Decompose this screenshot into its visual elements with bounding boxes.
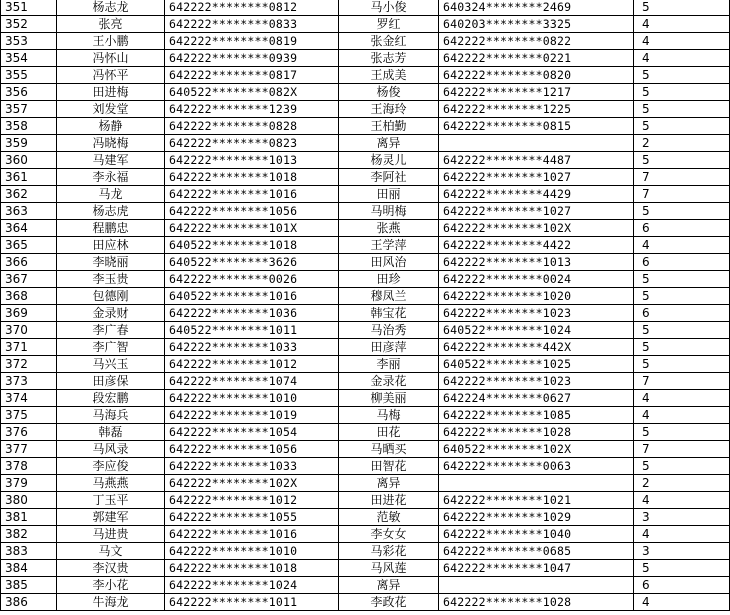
table-row xyxy=(1,560,730,577)
spouse-name-cell: 杨俊 xyxy=(339,84,439,101)
row-number-cell: 378 xyxy=(1,458,57,475)
householder-name-cell: 田彦保 xyxy=(57,373,165,390)
member-count-cell: 2 xyxy=(634,475,730,492)
table-row xyxy=(1,67,730,84)
householder-name-cell: 马龙 xyxy=(57,186,165,203)
householder-id-cell: 642222********101X xyxy=(165,220,339,237)
householder-name-cell: 马进贵 xyxy=(57,526,165,543)
spouse-id-cell: 642222********1021 xyxy=(439,492,634,509)
row-number-cell: 353 xyxy=(1,33,57,50)
spouse-name-cell: 马梅 xyxy=(339,407,439,424)
spouse-id-cell xyxy=(439,135,634,152)
table-row xyxy=(1,356,730,373)
row-number-cell: 370 xyxy=(1,322,57,339)
spouse-id-cell: 642222********1085 xyxy=(439,407,634,424)
row-number-cell: 362 xyxy=(1,186,57,203)
spouse-name-cell: 田珍 xyxy=(339,271,439,288)
householder-name-cell: 张亮 xyxy=(57,16,165,33)
table-row xyxy=(1,152,730,169)
householder-id-cell: 642222********1024 xyxy=(165,577,339,594)
row-number-cell: 365 xyxy=(1,237,57,254)
householder-name-cell: 牛海龙 xyxy=(57,594,165,611)
spouse-id-cell: 642222********102X xyxy=(439,220,634,237)
spouse-id-cell: 642222********1023 xyxy=(439,373,634,390)
row-number-cell: 361 xyxy=(1,169,57,186)
householder-id-cell: 642222********1054 xyxy=(165,424,339,441)
householder-id-cell: 642222********1016 xyxy=(165,526,339,543)
member-count-cell: 4 xyxy=(634,16,730,33)
table-row xyxy=(1,475,730,492)
row-number-cell: 364 xyxy=(1,220,57,237)
spouse-name-cell: 王学萍 xyxy=(339,237,439,254)
householder-id-cell: 642222********1074 xyxy=(165,373,339,390)
row-number-cell: 356 xyxy=(1,84,57,101)
spouse-name-cell: 王成美 xyxy=(339,67,439,84)
row-number-cell: 371 xyxy=(1,339,57,356)
table-row xyxy=(1,458,730,475)
member-count-cell: 5 xyxy=(634,560,730,577)
row-number-cell: 351 xyxy=(1,0,57,16)
member-count-cell: 7 xyxy=(634,169,730,186)
spouse-name-cell: 韩宝花 xyxy=(339,305,439,322)
householder-name-cell: 刘发堂 xyxy=(57,101,165,118)
householder-id-cell: 642222********1010 xyxy=(165,543,339,560)
householder-name-cell: 李小花 xyxy=(57,577,165,594)
row-number-cell: 358 xyxy=(1,118,57,135)
table-row xyxy=(1,509,730,526)
householder-name-cell: 马兴玉 xyxy=(57,356,165,373)
householder-name-cell: 马风录 xyxy=(57,441,165,458)
householder-name-cell: 李永福 xyxy=(57,169,165,186)
householder-name-cell: 李广春 xyxy=(57,322,165,339)
spouse-id-cell: 642222********1028 xyxy=(439,594,634,611)
householder-id-cell: 642222********1011 xyxy=(165,594,339,611)
row-number-cell: 360 xyxy=(1,152,57,169)
spouse-id-cell: 642222********0685 xyxy=(439,543,634,560)
spouse-name-cell: 田智花 xyxy=(339,458,439,475)
householder-id-cell: 642222********1012 xyxy=(165,356,339,373)
householder-name-cell: 金录财 xyxy=(57,305,165,322)
member-count-cell: 5 xyxy=(634,356,730,373)
householder-id-cell: 642222********0819 xyxy=(165,33,339,50)
householder-name-cell: 马建军 xyxy=(57,152,165,169)
householder-id-cell: 640522********3626 xyxy=(165,254,339,271)
member-count-cell: 5 xyxy=(634,288,730,305)
row-number-cell: 363 xyxy=(1,203,57,220)
table-row xyxy=(1,33,730,50)
member-count-cell: 5 xyxy=(634,271,730,288)
table-row xyxy=(1,271,730,288)
spouse-name-cell: 李女女 xyxy=(339,526,439,543)
householder-name-cell: 李晓丽 xyxy=(57,254,165,271)
householder-id-cell: 642222********0833 xyxy=(165,16,339,33)
householder-name-cell: 杨志虎 xyxy=(57,203,165,220)
spouse-id-cell: 642222********1225 xyxy=(439,101,634,118)
table-body xyxy=(1,0,730,611)
row-number-cell: 375 xyxy=(1,407,57,424)
householder-name-cell: 杨志龙 xyxy=(57,0,165,16)
spouse-name-cell: 马治秀 xyxy=(339,322,439,339)
member-count-cell: 5 xyxy=(634,0,730,16)
spouse-name-cell: 柳美丽 xyxy=(339,390,439,407)
member-count-cell: 5 xyxy=(634,458,730,475)
spouse-id-cell: 642222********1040 xyxy=(439,526,634,543)
row-number-cell: 354 xyxy=(1,50,57,67)
spouse-id-cell: 642222********0820 xyxy=(439,67,634,84)
householder-id-cell: 642222********1033 xyxy=(165,458,339,475)
spouse-id-cell: 642222********1027 xyxy=(439,203,634,220)
table-row xyxy=(1,50,730,67)
householder-id-cell: 642222********0026 xyxy=(165,271,339,288)
spouse-id-cell: 640522********102X xyxy=(439,441,634,458)
householder-id-cell: 642222********1019 xyxy=(165,407,339,424)
member-count-cell: 4 xyxy=(634,492,730,509)
householder-name-cell: 郭建军 xyxy=(57,509,165,526)
member-count-cell: 5 xyxy=(634,322,730,339)
spouse-name-cell: 离异 xyxy=(339,475,439,492)
spouse-name-cell: 李阿社 xyxy=(339,169,439,186)
row-number-cell: 367 xyxy=(1,271,57,288)
member-count-cell: 3 xyxy=(634,509,730,526)
row-number-cell: 380 xyxy=(1,492,57,509)
householder-name-cell: 李汉贵 xyxy=(57,560,165,577)
spouse-name-cell: 罗红 xyxy=(339,16,439,33)
member-count-cell: 5 xyxy=(634,101,730,118)
householder-id-cell: 642222********1012 xyxy=(165,492,339,509)
row-number-cell: 357 xyxy=(1,101,57,118)
spouse-name-cell: 马风莲 xyxy=(339,560,439,577)
householder-name-cell: 冯晓梅 xyxy=(57,135,165,152)
spouse-name-cell: 田丽 xyxy=(339,186,439,203)
householder-id-cell: 642222********1055 xyxy=(165,509,339,526)
householder-id-cell: 642222********1239 xyxy=(165,101,339,118)
spouse-name-cell: 马晒买 xyxy=(339,441,439,458)
member-count-cell: 7 xyxy=(634,186,730,203)
member-count-cell: 2 xyxy=(634,135,730,152)
spouse-id-cell: 642222********4487 xyxy=(439,152,634,169)
spouse-name-cell: 田彦萍 xyxy=(339,339,439,356)
householder-id-cell: 642222********1036 xyxy=(165,305,339,322)
spouse-name-cell: 张金红 xyxy=(339,33,439,50)
table-row xyxy=(1,577,730,594)
member-count-cell: 5 xyxy=(634,67,730,84)
spouse-name-cell: 马明梅 xyxy=(339,203,439,220)
spouse-id-cell: 642222********1217 xyxy=(439,84,634,101)
member-count-cell: 6 xyxy=(634,577,730,594)
row-number-cell: 382 xyxy=(1,526,57,543)
spouse-name-cell: 张志芳 xyxy=(339,50,439,67)
table-row xyxy=(1,237,730,254)
householder-id-cell: 642222********0823 xyxy=(165,135,339,152)
householder-name-cell: 冯怀山 xyxy=(57,50,165,67)
table-row xyxy=(1,543,730,560)
householder-name-cell: 丁玉平 xyxy=(57,492,165,509)
householder-id-cell: 642222********1018 xyxy=(165,169,339,186)
spouse-name-cell: 张燕 xyxy=(339,220,439,237)
row-number-cell: 384 xyxy=(1,560,57,577)
householder-id-cell: 642222********1018 xyxy=(165,560,339,577)
spouse-name-cell: 王柏勤 xyxy=(339,118,439,135)
spouse-id-cell xyxy=(439,577,634,594)
spouse-id-cell: 642222********4422 xyxy=(439,237,634,254)
member-count-cell: 5 xyxy=(634,118,730,135)
row-number-cell: 377 xyxy=(1,441,57,458)
spouse-name-cell: 马彩花 xyxy=(339,543,439,560)
row-number-cell: 373 xyxy=(1,373,57,390)
spouse-id-cell: 642222********1047 xyxy=(439,560,634,577)
spouse-id-cell: 642222********1020 xyxy=(439,288,634,305)
spouse-id-cell: 642222********4429 xyxy=(439,186,634,203)
householder-name-cell: 李应俊 xyxy=(57,458,165,475)
member-count-cell: 4 xyxy=(634,526,730,543)
row-number-cell: 369 xyxy=(1,305,57,322)
table-row xyxy=(1,424,730,441)
householder-id-cell: 642222********1056 xyxy=(165,441,339,458)
spouse-id-cell: 642222********0063 xyxy=(439,458,634,475)
spouse-id-cell: 642222********0024 xyxy=(439,271,634,288)
householder-name-cell: 程鹏忠 xyxy=(57,220,165,237)
spouse-id-cell: 642222********1028 xyxy=(439,424,634,441)
member-count-cell: 4 xyxy=(634,50,730,67)
row-number-cell: 385 xyxy=(1,577,57,594)
spouse-id-cell: 642222********1023 xyxy=(439,305,634,322)
member-count-cell: 7 xyxy=(634,373,730,390)
row-number-cell: 374 xyxy=(1,390,57,407)
member-count-cell: 6 xyxy=(634,305,730,322)
spouse-name-cell: 田进花 xyxy=(339,492,439,509)
spouse-name-cell: 范敏 xyxy=(339,509,439,526)
householder-name-cell: 田进梅 xyxy=(57,84,165,101)
householder-id-cell: 642222********1010 xyxy=(165,390,339,407)
member-count-cell: 4 xyxy=(634,594,730,611)
member-count-cell: 4 xyxy=(634,33,730,50)
householder-id-cell: 642222********102X xyxy=(165,475,339,492)
table-row xyxy=(1,492,730,509)
table-row xyxy=(1,407,730,424)
table-row xyxy=(1,203,730,220)
row-number-cell: 359 xyxy=(1,135,57,152)
spouse-name-cell: 李政花 xyxy=(339,594,439,611)
table-row xyxy=(1,84,730,101)
table-row xyxy=(1,339,730,356)
householder-id-cell: 642222********1016 xyxy=(165,186,339,203)
member-count-cell: 5 xyxy=(634,339,730,356)
spouse-name-cell: 田风治 xyxy=(339,254,439,271)
householder-id-cell: 640522********1018 xyxy=(165,237,339,254)
table-row xyxy=(1,526,730,543)
spouse-id-cell: 640522********1025 xyxy=(439,356,634,373)
spouse-id-cell: 640324********2469 xyxy=(439,0,634,16)
spouse-name-cell: 王海玲 xyxy=(339,101,439,118)
row-number-cell: 376 xyxy=(1,424,57,441)
householder-name-cell: 马文 xyxy=(57,543,165,560)
spouse-name-cell: 田花 xyxy=(339,424,439,441)
row-number-cell: 386 xyxy=(1,594,57,611)
table-row xyxy=(1,288,730,305)
householder-name-cell: 李广智 xyxy=(57,339,165,356)
householder-id-cell: 642222********0939 xyxy=(165,50,339,67)
householder-id-cell: 642222********0828 xyxy=(165,118,339,135)
member-count-cell: 6 xyxy=(634,254,730,271)
spouse-name-cell: 李丽 xyxy=(339,356,439,373)
spouse-name-cell: 马小俊 xyxy=(339,0,439,16)
member-count-cell: 5 xyxy=(634,152,730,169)
table-row xyxy=(1,373,730,390)
table-row xyxy=(1,101,730,118)
householder-id-cell: 640522********082X xyxy=(165,84,339,101)
householder-name-cell: 段宏鹏 xyxy=(57,390,165,407)
householder-name-cell: 韩磊 xyxy=(57,424,165,441)
spouse-id-cell xyxy=(439,475,634,492)
householder-name-cell: 冯怀平 xyxy=(57,67,165,84)
spouse-name-cell: 离异 xyxy=(339,135,439,152)
spouse-id-cell: 642222********1027 xyxy=(439,169,634,186)
spouse-id-cell: 642222********0221 xyxy=(439,50,634,67)
spouse-id-cell: 642222********1029 xyxy=(439,509,634,526)
householder-id-cell: 642222********1033 xyxy=(165,339,339,356)
spouse-name-cell: 离异 xyxy=(339,577,439,594)
table-row xyxy=(1,169,730,186)
row-number-cell: 381 xyxy=(1,509,57,526)
spouse-id-cell: 640203********3325 xyxy=(439,16,634,33)
spouse-id-cell: 642222********1013 xyxy=(439,254,634,271)
householder-id-cell: 640522********1011 xyxy=(165,322,339,339)
member-count-cell: 5 xyxy=(634,84,730,101)
row-number-cell: 352 xyxy=(1,16,57,33)
table-row xyxy=(1,186,730,203)
householder-name-cell: 杨静 xyxy=(57,118,165,135)
member-count-cell: 4 xyxy=(634,390,730,407)
row-number-cell: 368 xyxy=(1,288,57,305)
spouse-id-cell: 642222********442X xyxy=(439,339,634,356)
table-row xyxy=(1,0,730,16)
row-number-cell: 355 xyxy=(1,67,57,84)
householder-name-cell: 包德刚 xyxy=(57,288,165,305)
householder-id-cell: 642222********1056 xyxy=(165,203,339,220)
table-row xyxy=(1,135,730,152)
table-row xyxy=(1,441,730,458)
member-count-cell: 7 xyxy=(634,441,730,458)
householder-name-cell: 王小鹏 xyxy=(57,33,165,50)
table-row xyxy=(1,118,730,135)
row-number-cell: 383 xyxy=(1,543,57,560)
row-number-cell: 366 xyxy=(1,254,57,271)
table-row xyxy=(1,322,730,339)
member-count-cell: 3 xyxy=(634,543,730,560)
spouse-id-cell: 640522********1024 xyxy=(439,322,634,339)
householder-name-cell: 李玉贵 xyxy=(57,271,165,288)
spouse-name-cell: 杨灵儿 xyxy=(339,152,439,169)
householder-name-cell: 马燕燕 xyxy=(57,475,165,492)
spouse-id-cell: 642222********0815 xyxy=(439,118,634,135)
householder-id-cell: 642222********1013 xyxy=(165,152,339,169)
table-row xyxy=(1,390,730,407)
spouse-name-cell: 金录花 xyxy=(339,373,439,390)
table-row xyxy=(1,254,730,271)
member-count-cell: 6 xyxy=(634,220,730,237)
spouse-name-cell: 穆凤兰 xyxy=(339,288,439,305)
spouse-id-cell: 642222********0822 xyxy=(439,33,634,50)
table-row xyxy=(1,220,730,237)
member-count-cell: 4 xyxy=(634,237,730,254)
row-number-cell: 372 xyxy=(1,356,57,373)
member-count-cell: 4 xyxy=(634,407,730,424)
table-row xyxy=(1,16,730,33)
householder-id-cell: 642222********0812 xyxy=(165,0,339,16)
table-row xyxy=(1,594,730,611)
householder-name-cell: 马海兵 xyxy=(57,407,165,424)
member-count-cell: 5 xyxy=(634,424,730,441)
householder-id-cell: 640522********1016 xyxy=(165,288,339,305)
table-row xyxy=(1,305,730,322)
spouse-id-cell: 642224********0627 xyxy=(439,390,634,407)
householder-name-cell: 田应林 xyxy=(57,237,165,254)
householder-id-cell: 642222********0817 xyxy=(165,67,339,84)
member-count-cell: 5 xyxy=(634,203,730,220)
row-number-cell: 379 xyxy=(1,475,57,492)
